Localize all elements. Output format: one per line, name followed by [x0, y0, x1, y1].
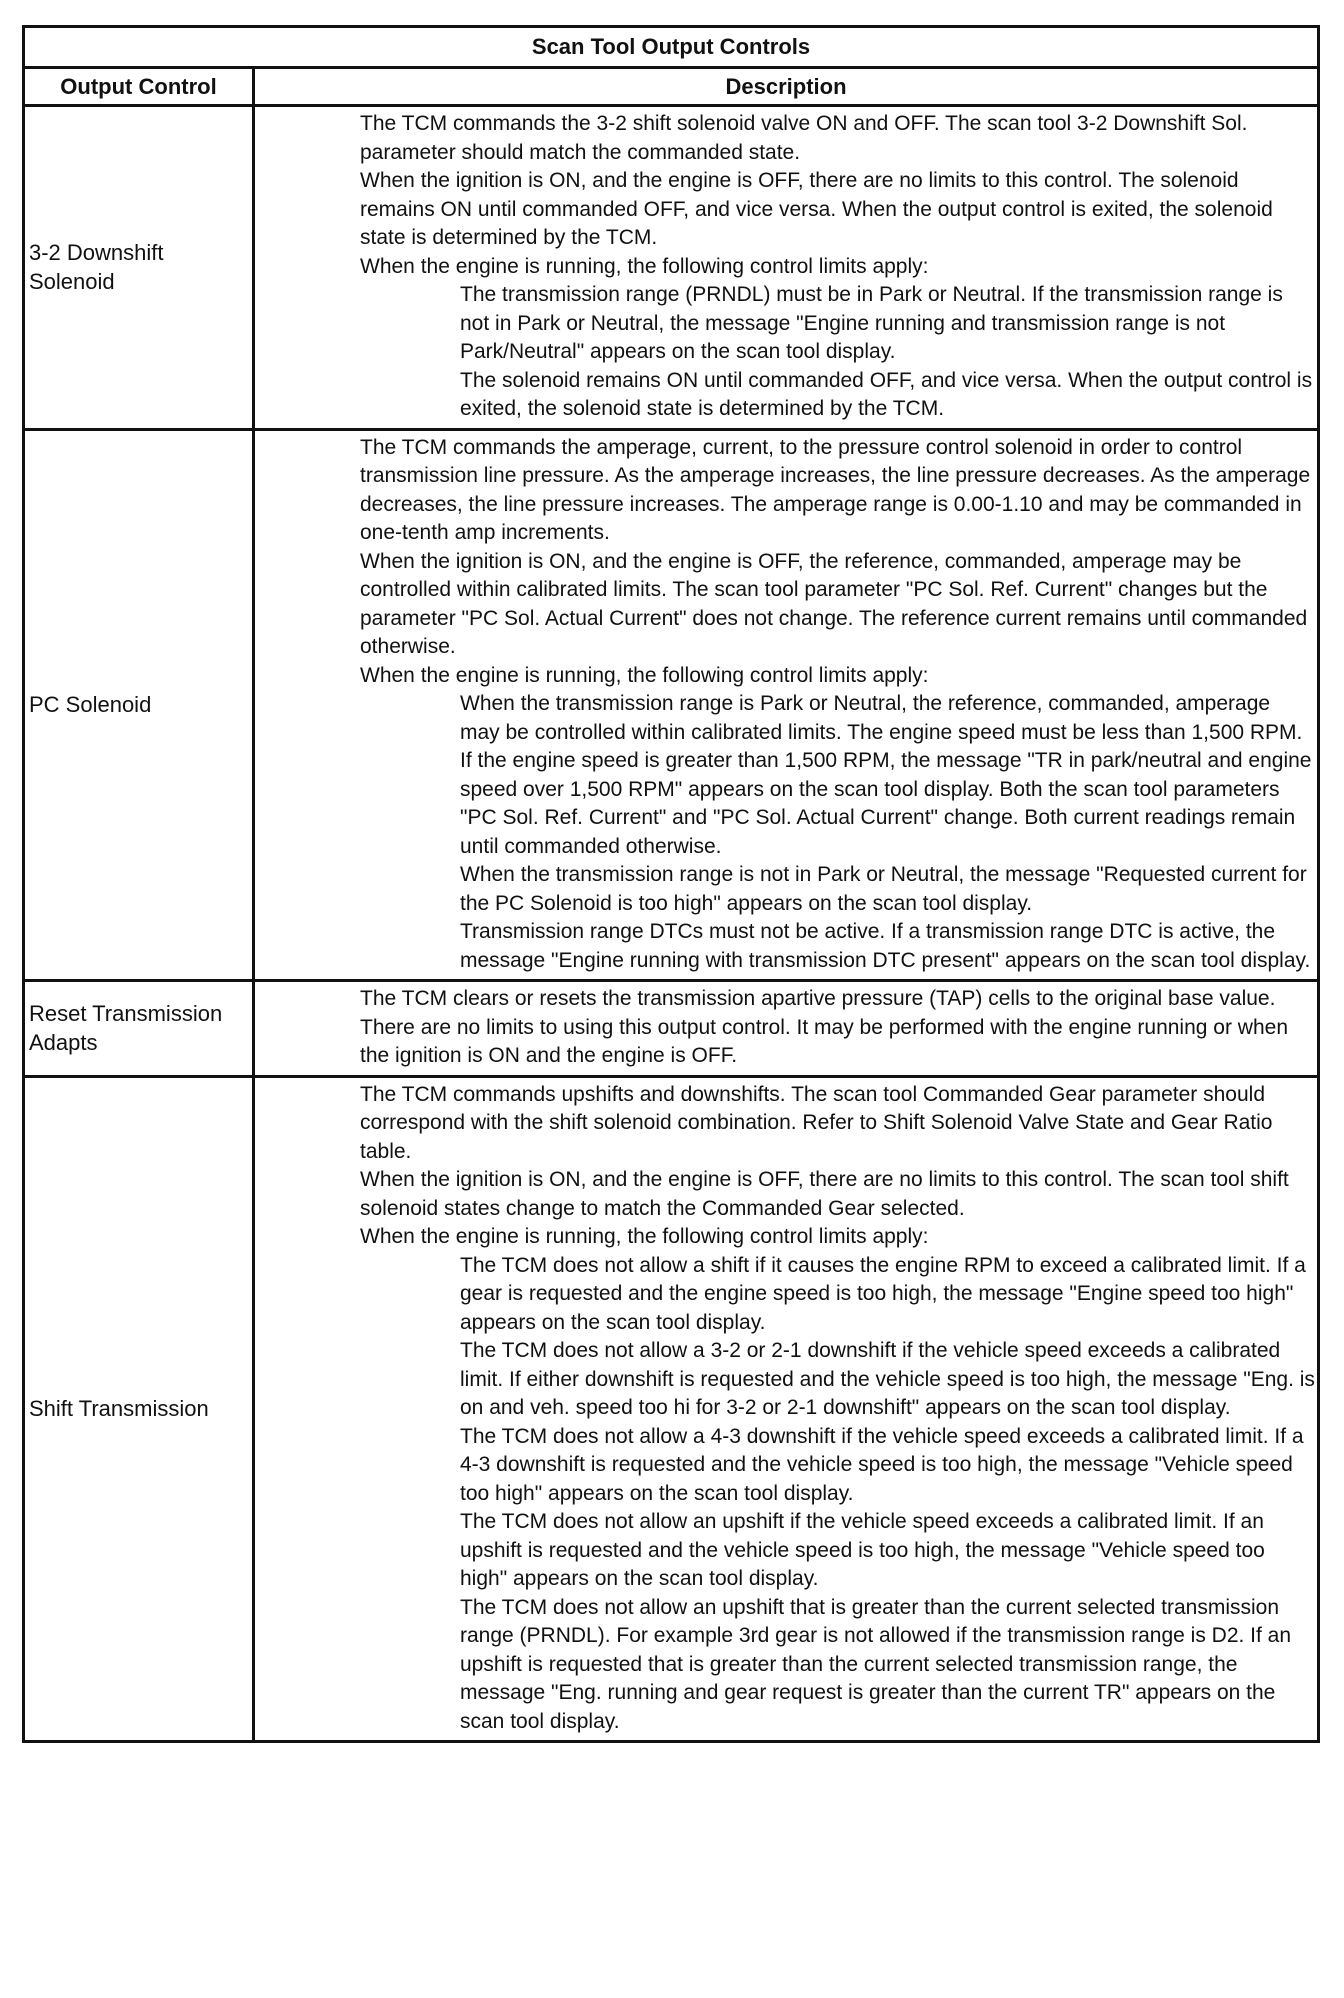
control-limit-paragraph: The TCM does not allow a 3-2 or 2-1 downshift if the vehicle speed exceeds a calibrated limit. If either downshift is requested and the vehicle speed is too high, the message "Eng. is on and veh. speed too hi for 3-2 or 2-1 downshift" appears on the scan tool display.	[460, 1339, 1315, 1419]
description-paragraph: The TCM clears or resets the transmission apartive pressure (TAP) cells to the original base value.	[360, 987, 1276, 1010]
control-limit-paragraph: The TCM does not allow a shift if it causes the engine RPM to exceed a calibrated limit. If a gear is requested and the engine speed is too high, the message "Engine speed too high" appears on the scan tool display.	[460, 1253, 1306, 1334]
description-paragraph: When the ignition is ON, and the engine is OFF, there are no limits to this control. The solenoid remains ON until commanded OFF, and vice versa. When the output control is exited, the solenoid state is determined by the TCM.	[360, 169, 1273, 249]
description-paragraph: When the engine is running, the following control limits apply:	[360, 663, 929, 687]
control-limit-paragraph: The transmission range (PRNDL) must be in Park or Neutral. If the transmission range is not in Park or Neutral, the message "Engine running and transmission range is not Park/Neutral" appears on the scan tool display.	[460, 283, 1283, 363]
table-title: Scan Tool Output Controls	[24, 27, 1319, 68]
description-paragraph: When the ignition is ON, and the engine is OFF, the reference, commanded, amperage may be controlled within calibrated limits. The scan tool parameter "PC Sol. Ref. Current" changes but the parameter "PC Sol. Actual Current" does not change. The reference current remains until commanded otherwise.	[360, 549, 1308, 658]
control-limit-paragraph: Transmission range DTCs must not be active. If a transmission range DTC is active, the message "Engine running with transmission DTC present" appears on the scan tool display.	[460, 920, 1311, 972]
description-paragraph: When the engine is running, the following control limits apply:	[360, 1225, 929, 1248]
description-cell	[254, 981, 1319, 1077]
output-control-name: PC Solenoid	[24, 429, 254, 981]
control-limit-paragraph: The TCM does not allow an upshift that is greater than the current selected transmission range (PRNDL). For example 3rd gear is not allowed if the transmission range is D2. If an upshift is requested that is greater than the current selected transmission range, the message "Eng. running and gear request is greater than the current TR" appears on the scan tool display.	[460, 1595, 1292, 1733]
control-limit-paragraph: When the transmission range is not in Park or Neutral, the message "Requested current for the PC Solenoid is too high" appears on the scan tool display.	[460, 863, 1307, 915]
description-paragraph: When the ignition is ON, and the engine is OFF, there are no limits to this control. The scan tool shift solenoid states change to match the Commanded Gear selected.	[360, 1168, 1289, 1220]
document-page	[22, 25, 1317, 1743]
description-cell	[254, 106, 1319, 430]
table-row	[24, 1076, 1319, 1742]
description-paragraph: The TCM commands the amperage, current, to the pressure control solenoid in order to control transmission line pressure. As the amperage increases, the line pressure decreases. As the amperage decreases, the line pressure increases. The amperage range is 0.00-1.10 and may be commanded in one-tenth amp increments.	[360, 435, 1311, 544]
table-row	[24, 981, 1319, 1077]
table-row	[24, 106, 1319, 430]
description-paragraph: When the engine is running, the following control limits apply:	[360, 254, 929, 278]
column-header-output-control: Output Control	[24, 68, 254, 106]
control-limit-paragraph: The solenoid remains ON until commanded OFF, and vice versa. When the output control is exited, the solenoid state is determined by the TCM.	[460, 368, 1313, 420]
table-header-row	[24, 68, 1319, 106]
scan-tool-output-controls-table	[22, 25, 1320, 1743]
output-control-name: 3-2 Downshift Solenoid	[24, 106, 254, 430]
description-paragraph: The TCM commands the 3-2 shift solenoid valve ON and OFF. The scan tool 3-2 Downshift Sol. parameter should match the commanded state.	[360, 112, 1248, 164]
table-title-row	[24, 27, 1319, 68]
description-paragraph: There are no limits to using this output control. It may be performed with the engine running or when the ignition is ON and the engine is OFF.	[360, 1015, 1288, 1067]
table-row	[24, 429, 1319, 981]
control-limit-paragraph: When the transmission range is Park or Neutral, the reference, commanded, amperage may be controlled within calibrated limits. The engine speed must be less than 1,500 RPM. If the engine speed is greater than 1,500 RPM, the message "TR in park/neutral and engine speed over 1,500 RPM" appears on the scan tool display. Both the scan tool parameters "PC Sol. Ref. Current" and "PC Sol. Actual Current" change. Both current readings remain until commanded otherwise.	[460, 692, 1312, 858]
output-control-name: Shift Transmission	[24, 1076, 254, 1742]
column-header-description: Description	[254, 68, 1319, 106]
output-control-name: Reset Transmission Adapts	[24, 981, 254, 1077]
description-cell	[254, 429, 1319, 981]
control-limit-paragraph: The TCM does not allow a 4-3 downshift if the vehicle speed exceeds a calibrated limit. If a 4-3 downshift is requested and the vehicle speed is too high, the message "Vehicle speed too high" appears on the scan tool display.	[460, 1424, 1304, 1505]
description-paragraph: The TCM commands upshifts and downshifts. The scan tool Commanded Gear parameter should correspond with the shift solenoid combination. Refer to Shift Solenoid Valve State and Gear Ratio table.	[360, 1082, 1273, 1163]
control-limit-paragraph: The TCM does not allow an upshift if the vehicle speed exceeds a calibrated limit. If an upshift is requested and the vehicle speed is too high, the message "Vehicle speed too high" appears on the scan tool display.	[460, 1510, 1265, 1590]
description-cell	[254, 1076, 1319, 1742]
